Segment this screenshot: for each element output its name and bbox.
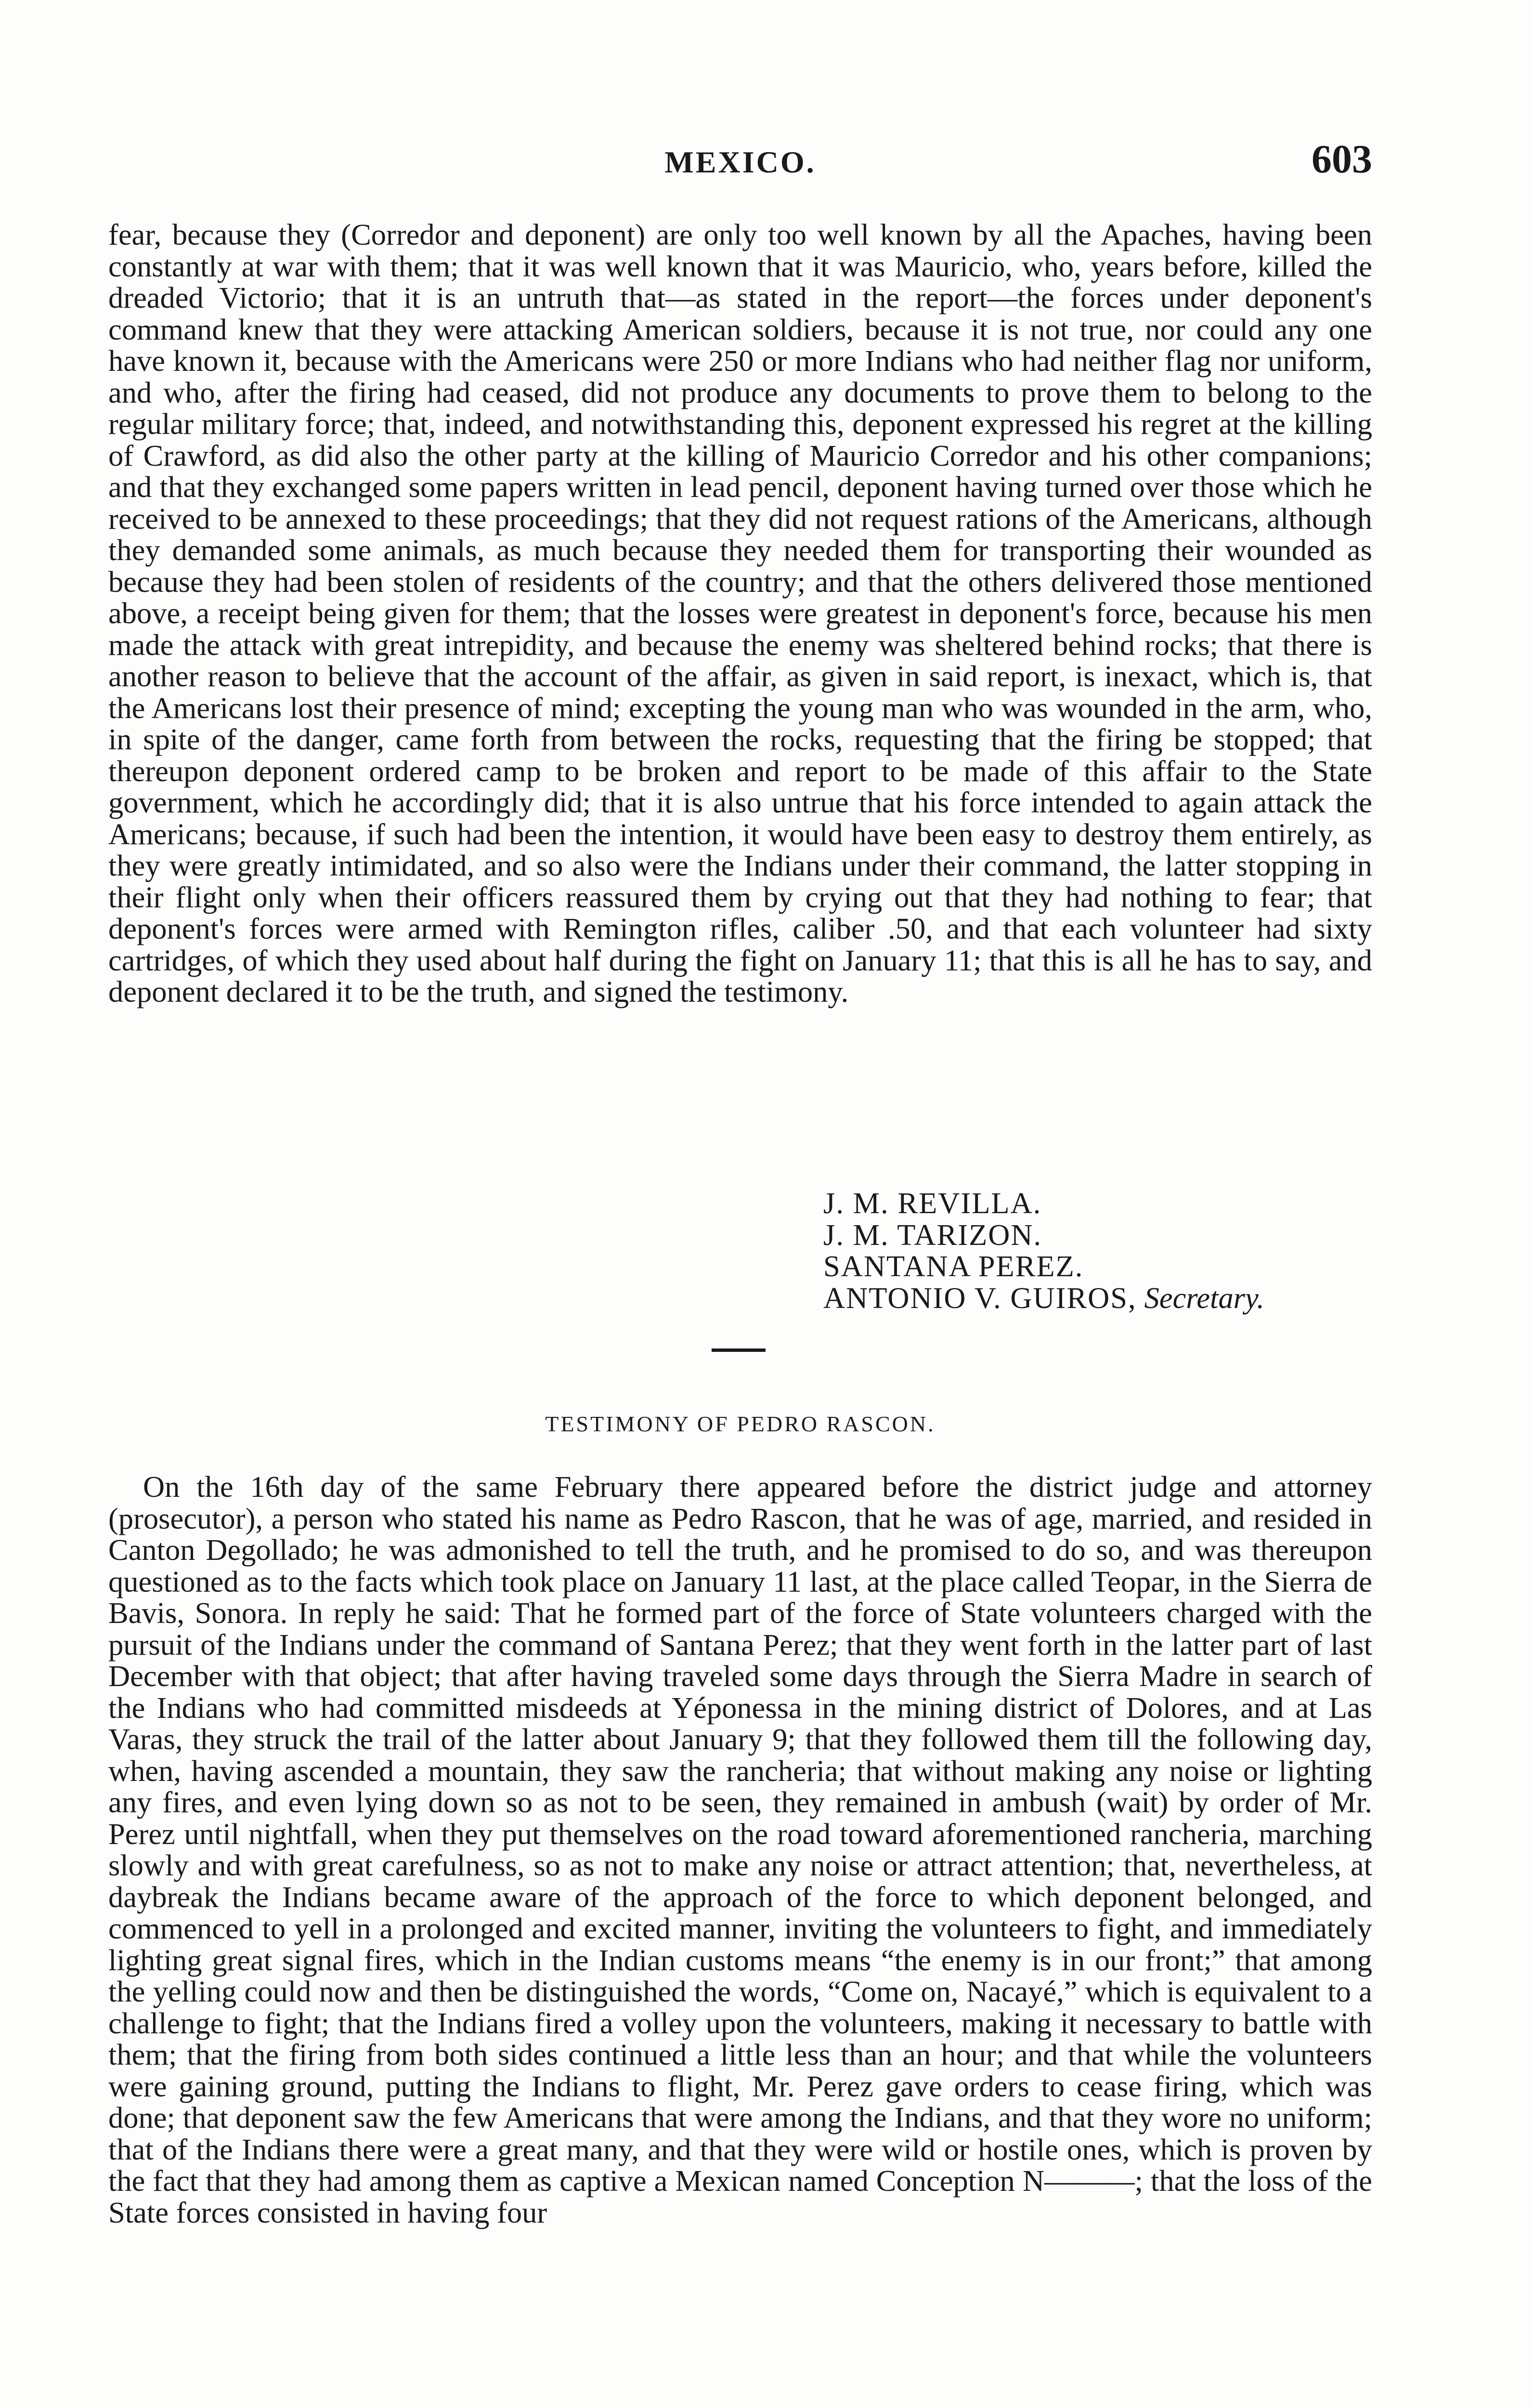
signature-line [823, 1283, 1401, 1314]
running-head [108, 136, 1372, 189]
signature-line [823, 1188, 1401, 1219]
paragraph-text: On the 16th day of the same February there appeared before the district judge and attorney (prosecutor), a person who stated his name as Pedro Rascon, that he was of age, married, and resided in Canton Degollado; he was admonished to tell the truth, and he promised to do so, and was thereupon questioned as to the facts which took place on January 11 last, at the place called Teopar, in the Sierra de Bavis, Sonora. In reply he said: That he formed part of the force of State volunteers charged with the pursuit of the Indians under the command of Santana Perez; that they went forth in the latter part of last December with that object; that after having traveled some days through the Sierra Madre in search of the Indians who had committed misdeeds at Yéponessa in the mining district of Dolores, and at Las Varas, they struck the trail of the latter about January 9; that they followed them till the following day, when, having ascended a mountain, they saw the rancheria; that without making any noise or lighting any fires, and even lying down so as not to be seen, they remained in ambush (wait) by order of Mr. Perez until nightfall, when they put themselves on the road toward aforementioned rancheria, marching slowly and with great carefulness, so as not to make any noise or attract attention; that, nevertheless, at daybreak the Indians became aware of the approach of the force to which deponent belonged, and commenced to yell in a prolonged and excited manner, inviting the volunteers to fight, and immediately lighting great signal fires, which in the Indian customs means “the enemy is in our front;” that among the yelling could now and then be distinguished the words, “Come on, Nacayé,” which is equivalent to a challenge to fight; that the Indians fired a volley upon the volunteers, making it necessary to battle with them; that the firing from both sides continued a little less than an hour; and that while the volunteers were gaining ground, putting the Indians to flight, Mr. Perez gave orders to cease firing, which was done; that deponent saw the few Americans that were among the Indians, and that they wore no uniform; that of the Indians there were a great many, and that they were wild or hostile ones, which is proven by the fact that they had among them as captive a Mexican named Conception N———; that the loss of the State forces consisted in having four [108, 1470, 1372, 2229]
page-number: 603 [1312, 137, 1372, 182]
signatory-name: J. M. TARIZON. [823, 1217, 1042, 1252]
section-heading: TESTIMONY OF PEDRO RASCON. [545, 1412, 935, 1436]
signatory-name: SANTANA PEREZ. [823, 1249, 1084, 1283]
paragraph-text: fear, because they (Corredor and deponent) are only too well known by all the Apaches, having been constantly at war with them; that it was well known that it was Mauricio, who, years before, killed the dreaded Victorio; that it is an untruth that—as stated in the report—the forces under deponent's command knew that they were attacking American soldiers, because it is not true, nor could any one have known it, because with the Americans were 250 or more Indians who had neither flag nor uniform, and who, after the firing had ceased, did not produce any documents to prove them to belong to the regular military force; that, indeed, and notwithstanding this, deponent expressed his regret at the killing of Crawford, as did also the other party at the killing of Mauricio Corredor and his other companions; and that they exchanged some papers written in lead pencil, deponent having turned over those which he received to be annexed to these proceedings; that they did not request rations of the Americans, although they demanded some animals, as much because they needed them for transporting their wounded as because they had been stolen of residents of the country; and that the others delivered those mentioned above, a receipt being given for them; that the losses were greatest in deponent's force, because his men made the attack with great intrepidity, and because the enemy was sheltered behind rocks; that there is another reason to believe that the account of the affair, as given in said report, is inexact, which is, that the Americans lost their presence of mind; excepting the young man who was wounded in the arm, who, in spite of the danger, came forth from between the rocks, requesting that the firing be stopped; that thereupon deponent ordered camp to be broken and report to be made of this affair to the State government, which he accordingly did; that it is also untrue that his force intended to again attack the Americans; because, if such had been the intention, it would have been easy to destroy them entirely, as they were greatly intimidated, and so also were the Indians under their command, the latter stopping in their flight only when their officers reassured them by crying out that they had nothing to fear; that deponent's forces were armed with Remington rifles, caliber .50, and that each volunteer had sixty cartridges, of which they used about half during the fight on January 11; that this is all he has to say, and deponent declared it to be the truth, and signed the testimony. [108, 218, 1372, 1008]
signatory-name: ANTONIO V. GUIROS, [823, 1281, 1137, 1315]
running-title: MEXICO. [664, 145, 816, 179]
signatory-role: Secretary. [1144, 1281, 1264, 1315]
section-divider [712, 1348, 766, 1352]
testimony-paragraph [108, 1471, 1372, 2228]
signature-block [823, 1188, 1401, 1314]
signature-line [823, 1219, 1401, 1251]
signature-line [823, 1251, 1401, 1283]
signatory-name: J. M. REVILLA. [823, 1186, 1042, 1220]
testimony-paragraph-continued [108, 219, 1372, 1008]
